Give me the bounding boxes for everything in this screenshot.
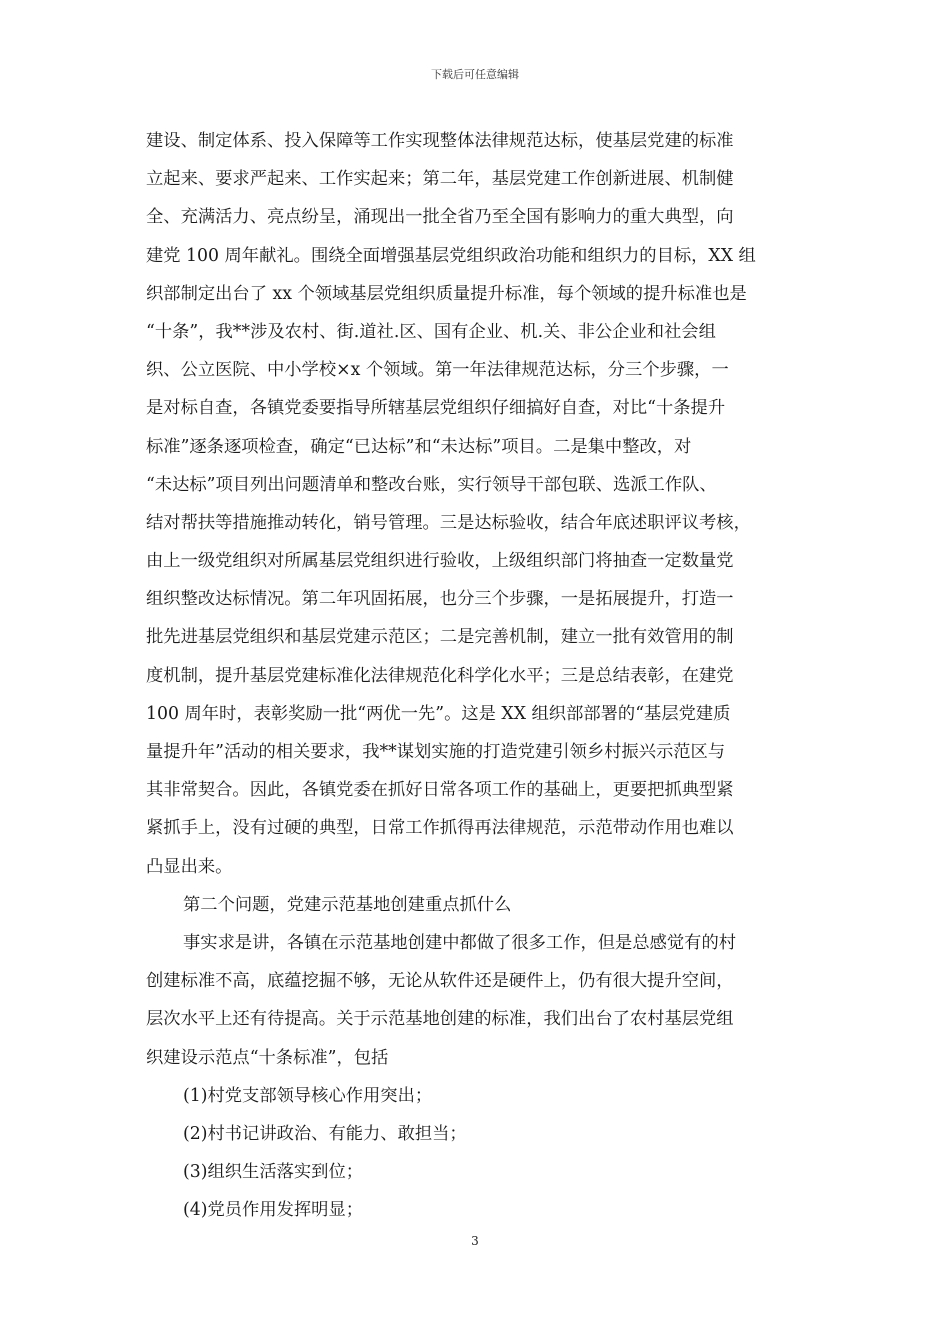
body-line: 结对帮扶等措施推动转化，销号管理。三是达标验收，结合年底述职评议考核，: [146, 512, 751, 533]
body-line: 织、公立医院、中小学校×x 个领域。第一年法律规范达标，分三个步骤，一: [146, 360, 729, 381]
body-line: 织部制定出台了 xx 个领域基层党组织质量提升标准，每个领域的提升标准也是: [146, 283, 747, 304]
body-line: 层次水平上还有待提高。关于示范基地创建的标准，我们出台了农村基层党组: [146, 1009, 734, 1030]
body-line: 创建标准不高，底蕴挖掘不够，无论从软件还是硬件上，仍有很大提升空间，: [146, 971, 734, 992]
body-line: 量提升年”活动的相关要求，我**谋划实施的打造党建引领乡村振兴示范区与: [146, 742, 726, 762]
section-heading: 第二个问题，党建示范基地创建重点抓什么: [183, 894, 512, 915]
list-item: (1)村党支部领导核心作用突出；: [183, 1085, 433, 1106]
body-line: 建设、制定体系、投入保障等工作实现整体法律规范达标，使基层党建的标准: [146, 131, 734, 151]
body-line: 事实求是讲，各镇在示范基地创建中都做了很多工作，但是总感觉有的村: [183, 932, 737, 953]
body-line: 全、充满活力、亮点纷呈，涌现出一批全省乃至全国有影响力的重大典型，向: [146, 207, 734, 228]
body-line: “未达标”项目列出问题清单和整改台账，实行领导干部包联、选派工作队、: [146, 474, 717, 495]
list-item: (2)村书记讲政治、有能力、敢担当；: [183, 1123, 467, 1144]
body-line: “十条”，我**涉及农村、街.道社.区、国有企业、机.关、非公企业和社会组: [146, 321, 716, 342]
body-line: 度机制，提升基层党建标准化法律规范化科学化水平；三是总结表彰，在建党: [146, 665, 734, 686]
body-line: 100 周年时，表彰奖励一批“两优一先”。这是 XX 组织部部署的“基层党建质: [146, 703, 731, 724]
body-line: 组织整改达标情况。第二年巩固拓展，也分三个步骤，一是拓展提升，打造一: [146, 589, 734, 610]
body-line: 建党 100 周年献礼。围绕全面增强基层党组织政治功能和组织力的目标，XX 组: [146, 245, 756, 266]
body-line: 批先进基层党组织和基层党建示范区；二是完善机制，建立一批有效管用的制: [146, 627, 734, 648]
body-line: 由上一级党组织对所属基层党组织进行验收，上级组织部门将抽查一定数量党: [146, 551, 734, 572]
body-line: 织建设示范点“十条标准”，包括: [146, 1047, 389, 1068]
page-header: 下载后可任意编辑: [431, 68, 519, 81]
body-line: 立起来、要求严起来、工作实起来；第二年，基层党建工作创新进展、机制健: [146, 169, 734, 190]
body-line: 紧抓手上，没有过硬的典型，日常工作抓得再法律规范，示范带动作用也难以: [146, 818, 734, 839]
page-number: 3: [471, 1234, 479, 1248]
body-line: 凸显出来。: [146, 856, 233, 877]
document-body: [146, 122, 814, 1229]
list-item: (3)组织生活落实到位；: [183, 1162, 364, 1183]
body-line: 是对标自查，各镇党委要指导所辖基层党组织仔细搞好自查，对比“十条提升: [146, 398, 726, 419]
body-line: 标准”逐条逐项检查，确定“已达标”和“未达标”项目。二是集中整改，对: [146, 436, 692, 457]
body-line: 其非常契合。因此，各镇党委在抓好日常各项工作的基础上，更要把抓典型紧: [146, 780, 734, 801]
list-item: (4)党员作用发挥明显；: [183, 1200, 364, 1221]
